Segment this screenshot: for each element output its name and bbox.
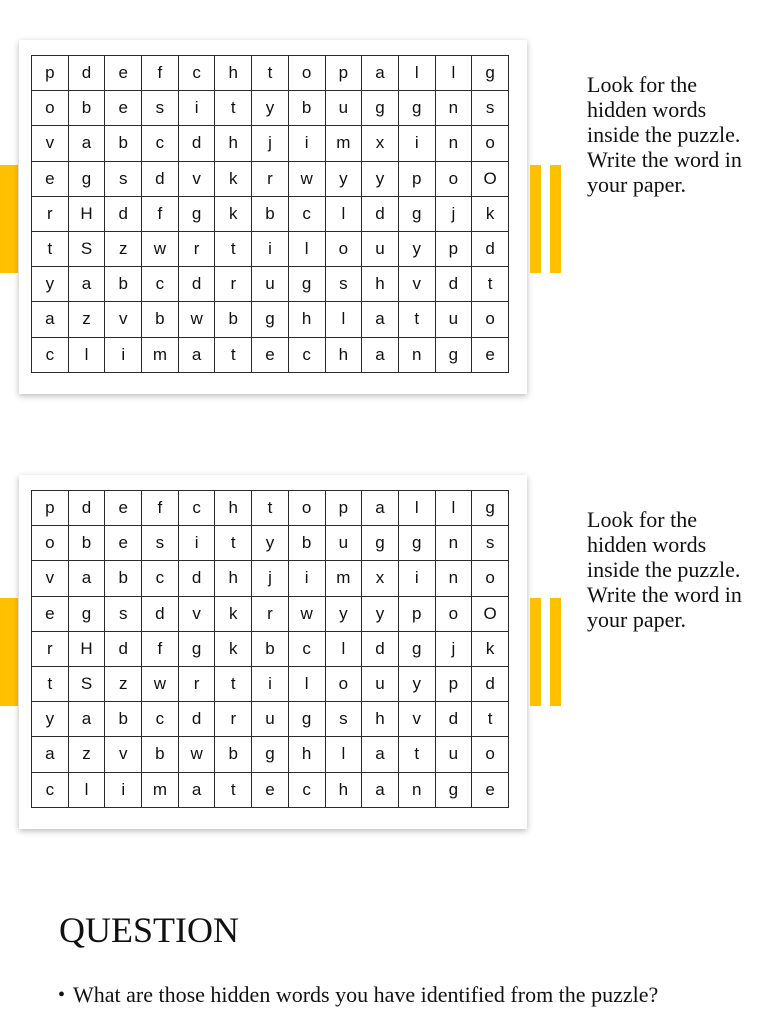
- grid-cell: g: [398, 526, 435, 561]
- grid-cell: u: [252, 702, 289, 737]
- grid-cell: S: [68, 666, 105, 701]
- grid-cell: a: [362, 56, 399, 91]
- grid-cell: k: [215, 196, 252, 231]
- grid-cell: p: [398, 596, 435, 631]
- grid-cell: x: [362, 126, 399, 161]
- grid-cell: x: [362, 561, 399, 596]
- grid-row: [32, 91, 509, 126]
- grid-row: [32, 737, 509, 772]
- grid-cell: g: [178, 631, 215, 666]
- grid-cell: t: [215, 666, 252, 701]
- grid-cell: y: [362, 596, 399, 631]
- grid-cell: v: [105, 302, 142, 337]
- grid-cell: i: [398, 561, 435, 596]
- grid-cell: f: [142, 491, 179, 526]
- grid-cell: f: [142, 631, 179, 666]
- grid-cell: u: [435, 737, 472, 772]
- grid-cell: c: [288, 631, 325, 666]
- grid-cell: y: [398, 231, 435, 266]
- grid-cell: b: [215, 302, 252, 337]
- grid-cell: a: [32, 737, 69, 772]
- grid-cell: g: [472, 56, 509, 91]
- grid-cell: s: [472, 526, 509, 561]
- grid-cell: O: [472, 596, 509, 631]
- grid-cell: h: [362, 702, 399, 737]
- grid-cell: a: [362, 491, 399, 526]
- grid-row: [32, 56, 509, 91]
- grid-cell: t: [215, 526, 252, 561]
- grid-cell: b: [252, 631, 289, 666]
- grid-cell: H: [68, 631, 105, 666]
- grid-cell: z: [105, 231, 142, 266]
- grid-cell: w: [288, 161, 325, 196]
- grid-cell: l: [68, 772, 105, 807]
- grid-cell: b: [142, 302, 179, 337]
- grid-cell: r: [178, 666, 215, 701]
- grid-cell: o: [32, 91, 69, 126]
- grid-cell: s: [142, 91, 179, 126]
- grid-cell: b: [252, 196, 289, 231]
- question-heading: QUESTION: [59, 910, 239, 950]
- grid-cell: i: [398, 126, 435, 161]
- grid-cell: h: [325, 772, 362, 807]
- grid-cell: d: [472, 666, 509, 701]
- grid-cell: b: [288, 526, 325, 561]
- grid-cell: r: [32, 196, 69, 231]
- grid-cell: i: [105, 337, 142, 372]
- grid-cell: e: [472, 772, 509, 807]
- grid-cell: n: [435, 526, 472, 561]
- grid-cell: d: [105, 631, 142, 666]
- grid-cell: j: [252, 126, 289, 161]
- grid-cell: i: [252, 231, 289, 266]
- grid-cell: l: [435, 56, 472, 91]
- grid-cell: i: [178, 91, 215, 126]
- grid-row: [32, 526, 509, 561]
- grid-cell: l: [288, 231, 325, 266]
- grid-cell: c: [178, 56, 215, 91]
- grid-cell: b: [105, 126, 142, 161]
- grid-cell: a: [362, 772, 399, 807]
- grid-cell: m: [142, 772, 179, 807]
- grid-cell: g: [252, 737, 289, 772]
- grid-cell: c: [288, 196, 325, 231]
- grid-cell: f: [142, 196, 179, 231]
- grid-cell: y: [325, 161, 362, 196]
- grid-cell: o: [472, 126, 509, 161]
- grid-row: [32, 231, 509, 266]
- grid-cell: d: [178, 267, 215, 302]
- grid-cell: o: [288, 56, 325, 91]
- grid-cell: O: [472, 161, 509, 196]
- accent-bar-right-2: [550, 165, 561, 273]
- grid-cell: r: [215, 267, 252, 302]
- grid-cell: v: [398, 702, 435, 737]
- grid-cell: e: [32, 161, 69, 196]
- grid-row: [32, 337, 509, 372]
- grid-cell: c: [142, 561, 179, 596]
- grid-cell: g: [362, 91, 399, 126]
- grid-cell: c: [178, 491, 215, 526]
- grid-cell: y: [32, 702, 69, 737]
- grid-cell: g: [68, 161, 105, 196]
- grid-cell: c: [288, 772, 325, 807]
- grid-cell: k: [215, 161, 252, 196]
- grid-cell: l: [325, 302, 362, 337]
- question-bullet-item: [58, 983, 748, 1007]
- grid-cell: h: [325, 337, 362, 372]
- grid-cell: u: [252, 267, 289, 302]
- grid-row: [32, 491, 509, 526]
- grid-cell: o: [472, 561, 509, 596]
- grid-row: [32, 267, 509, 302]
- grid-cell: v: [105, 737, 142, 772]
- grid-cell: y: [398, 666, 435, 701]
- grid-cell: c: [32, 337, 69, 372]
- grid-cell: o: [435, 161, 472, 196]
- grid-row: [32, 596, 509, 631]
- grid-cell: t: [32, 231, 69, 266]
- instruction-text: Look for the hidden words inside the puzzle. Write the word in your paper.: [587, 72, 742, 197]
- grid-cell: y: [252, 91, 289, 126]
- grid-cell: d: [142, 596, 179, 631]
- grid-cell: t: [252, 491, 289, 526]
- grid-cell: h: [215, 491, 252, 526]
- grid-cell: s: [142, 526, 179, 561]
- grid-cell: a: [178, 772, 215, 807]
- grid-cell: l: [325, 631, 362, 666]
- grid-cell: l: [325, 196, 362, 231]
- grid-cell: n: [398, 337, 435, 372]
- grid-cell: s: [105, 596, 142, 631]
- grid-row: [32, 196, 509, 231]
- grid-cell: s: [472, 91, 509, 126]
- grid-cell: l: [68, 337, 105, 372]
- grid-cell: d: [435, 267, 472, 302]
- grid-cell: w: [288, 596, 325, 631]
- grid-cell: t: [252, 56, 289, 91]
- grid-row: [32, 666, 509, 701]
- grid-cell: d: [178, 561, 215, 596]
- grid-cell: r: [252, 596, 289, 631]
- grid-cell: e: [105, 56, 142, 91]
- grid-cell: t: [472, 267, 509, 302]
- grid-cell: n: [435, 561, 472, 596]
- grid-cell: t: [215, 91, 252, 126]
- grid-cell: g: [68, 596, 105, 631]
- grid-row: [32, 561, 509, 596]
- slide-1: [0, 40, 768, 440]
- grid-cell: b: [142, 737, 179, 772]
- grid-cell: a: [68, 267, 105, 302]
- grid-cell: v: [32, 561, 69, 596]
- grid-cell: c: [288, 337, 325, 372]
- accent-bar-right-1: [530, 165, 541, 273]
- grid-cell: t: [215, 231, 252, 266]
- word-search-grid: [31, 490, 509, 808]
- grid-cell: g: [252, 302, 289, 337]
- grid-row: [32, 772, 509, 807]
- grid-cell: d: [178, 702, 215, 737]
- grid-cell: p: [325, 491, 362, 526]
- grid-cell: b: [288, 91, 325, 126]
- grid-cell: n: [435, 91, 472, 126]
- grid-cell: a: [362, 337, 399, 372]
- question-text: What are those hidden words you have identified from the puzzle?: [73, 982, 659, 1007]
- grid-cell: y: [362, 161, 399, 196]
- grid-cell: t: [32, 666, 69, 701]
- grid-cell: S: [68, 231, 105, 266]
- grid-cell: d: [472, 231, 509, 266]
- instruction-text: Look for the hidden words inside the puzzle. Write the word in your paper.: [587, 507, 742, 632]
- grid-cell: g: [435, 337, 472, 372]
- grid-cell: g: [178, 196, 215, 231]
- grid-cell: o: [472, 737, 509, 772]
- grid-cell: w: [142, 231, 179, 266]
- grid-cell: h: [215, 56, 252, 91]
- accent-bar-right-1: [530, 598, 541, 706]
- grid-cell: h: [215, 126, 252, 161]
- grid-cell: g: [398, 631, 435, 666]
- grid-cell: e: [105, 491, 142, 526]
- grid-cell: d: [362, 196, 399, 231]
- grid-cell: h: [362, 267, 399, 302]
- grid-cell: e: [32, 596, 69, 631]
- grid-cell: i: [105, 772, 142, 807]
- grid-cell: i: [178, 526, 215, 561]
- grid-cell: p: [32, 56, 69, 91]
- grid-cell: h: [215, 561, 252, 596]
- grid-cell: c: [142, 702, 179, 737]
- grid-cell: t: [398, 302, 435, 337]
- grid-cell: l: [398, 56, 435, 91]
- slide-2: [0, 475, 768, 875]
- puzzle-card: [19, 40, 527, 394]
- grid-cell: u: [362, 231, 399, 266]
- grid-cell: v: [398, 267, 435, 302]
- grid-row: [32, 126, 509, 161]
- grid-cell: d: [142, 161, 179, 196]
- grid-cell: h: [288, 302, 325, 337]
- grid-cell: n: [435, 126, 472, 161]
- grid-cell: g: [362, 526, 399, 561]
- grid-cell: r: [32, 631, 69, 666]
- bullet-icon: •: [58, 984, 66, 1006]
- grid-cell: d: [362, 631, 399, 666]
- grid-cell: p: [32, 491, 69, 526]
- grid-cell: y: [32, 267, 69, 302]
- grid-cell: l: [325, 737, 362, 772]
- grid-cell: l: [435, 491, 472, 526]
- grid-cell: w: [142, 666, 179, 701]
- grid-cell: b: [105, 561, 142, 596]
- grid-cell: z: [105, 666, 142, 701]
- grid-cell: d: [68, 56, 105, 91]
- grid-cell: o: [32, 526, 69, 561]
- grid-cell: d: [68, 491, 105, 526]
- grid-cell: g: [435, 772, 472, 807]
- grid-cell: i: [252, 666, 289, 701]
- puzzle-card: [19, 475, 527, 829]
- grid-cell: a: [68, 702, 105, 737]
- grid-cell: g: [472, 491, 509, 526]
- grid-cell: e: [252, 337, 289, 372]
- grid-cell: b: [68, 91, 105, 126]
- grid-cell: p: [325, 56, 362, 91]
- grid-cell: t: [215, 337, 252, 372]
- grid-cell: g: [288, 702, 325, 737]
- grid-cell: y: [325, 596, 362, 631]
- grid-cell: o: [435, 596, 472, 631]
- grid-cell: o: [325, 231, 362, 266]
- grid-cell: o: [472, 302, 509, 337]
- grid-cell: w: [178, 302, 215, 337]
- grid-cell: b: [105, 702, 142, 737]
- grid-cell: g: [398, 196, 435, 231]
- grid-cell: v: [178, 596, 215, 631]
- grid-cell: e: [252, 772, 289, 807]
- grid-cell: t: [472, 702, 509, 737]
- grid-cell: p: [435, 231, 472, 266]
- grid-cell: l: [288, 666, 325, 701]
- grid-cell: u: [362, 666, 399, 701]
- grid-cell: p: [398, 161, 435, 196]
- grid-cell: o: [288, 491, 325, 526]
- grid-cell: b: [68, 526, 105, 561]
- accent-bar-left: [0, 598, 18, 706]
- grid-cell: d: [178, 126, 215, 161]
- grid-cell: a: [362, 302, 399, 337]
- grid-cell: b: [105, 267, 142, 302]
- grid-cell: u: [435, 302, 472, 337]
- grid-cell: g: [398, 91, 435, 126]
- grid-cell: v: [32, 126, 69, 161]
- grid-row: [32, 302, 509, 337]
- grid-cell: m: [325, 126, 362, 161]
- grid-cell: d: [435, 702, 472, 737]
- grid-row: [32, 702, 509, 737]
- grid-cell: r: [252, 161, 289, 196]
- grid-cell: y: [252, 526, 289, 561]
- accent-bar-right-2: [550, 598, 561, 706]
- grid-cell: c: [32, 772, 69, 807]
- grid-cell: z: [68, 737, 105, 772]
- grid-cell: H: [68, 196, 105, 231]
- grid-cell: n: [398, 772, 435, 807]
- grid-cell: c: [142, 267, 179, 302]
- grid-cell: j: [252, 561, 289, 596]
- grid-cell: k: [472, 631, 509, 666]
- grid-cell: f: [142, 56, 179, 91]
- grid-cell: u: [325, 526, 362, 561]
- grid-cell: t: [398, 737, 435, 772]
- word-search-grid: [31, 55, 509, 373]
- grid-cell: m: [142, 337, 179, 372]
- grid-cell: g: [288, 267, 325, 302]
- grid-cell: a: [178, 337, 215, 372]
- accent-bar-left: [0, 165, 18, 273]
- grid-row: [32, 161, 509, 196]
- grid-cell: a: [68, 561, 105, 596]
- grid-cell: k: [215, 631, 252, 666]
- grid-cell: a: [32, 302, 69, 337]
- grid-cell: j: [435, 631, 472, 666]
- grid-cell: u: [325, 91, 362, 126]
- grid-cell: j: [435, 196, 472, 231]
- grid-cell: v: [178, 161, 215, 196]
- grid-cell: e: [105, 526, 142, 561]
- grid-cell: z: [68, 302, 105, 337]
- grid-cell: i: [288, 561, 325, 596]
- grid-cell: a: [362, 737, 399, 772]
- grid-cell: s: [325, 267, 362, 302]
- grid-cell: b: [215, 737, 252, 772]
- grid-cell: l: [398, 491, 435, 526]
- grid-cell: h: [288, 737, 325, 772]
- grid-cell: k: [215, 596, 252, 631]
- grid-cell: m: [325, 561, 362, 596]
- grid-cell: s: [325, 702, 362, 737]
- grid-cell: r: [178, 231, 215, 266]
- grid-cell: t: [215, 772, 252, 807]
- grid-row: [32, 631, 509, 666]
- grid-cell: e: [472, 337, 509, 372]
- grid-cell: o: [325, 666, 362, 701]
- grid-cell: s: [105, 161, 142, 196]
- grid-cell: c: [142, 126, 179, 161]
- grid-cell: k: [472, 196, 509, 231]
- grid-cell: e: [105, 91, 142, 126]
- grid-cell: a: [68, 126, 105, 161]
- grid-cell: i: [288, 126, 325, 161]
- grid-cell: d: [105, 196, 142, 231]
- grid-cell: w: [178, 737, 215, 772]
- grid-cell: r: [215, 702, 252, 737]
- grid-cell: p: [435, 666, 472, 701]
